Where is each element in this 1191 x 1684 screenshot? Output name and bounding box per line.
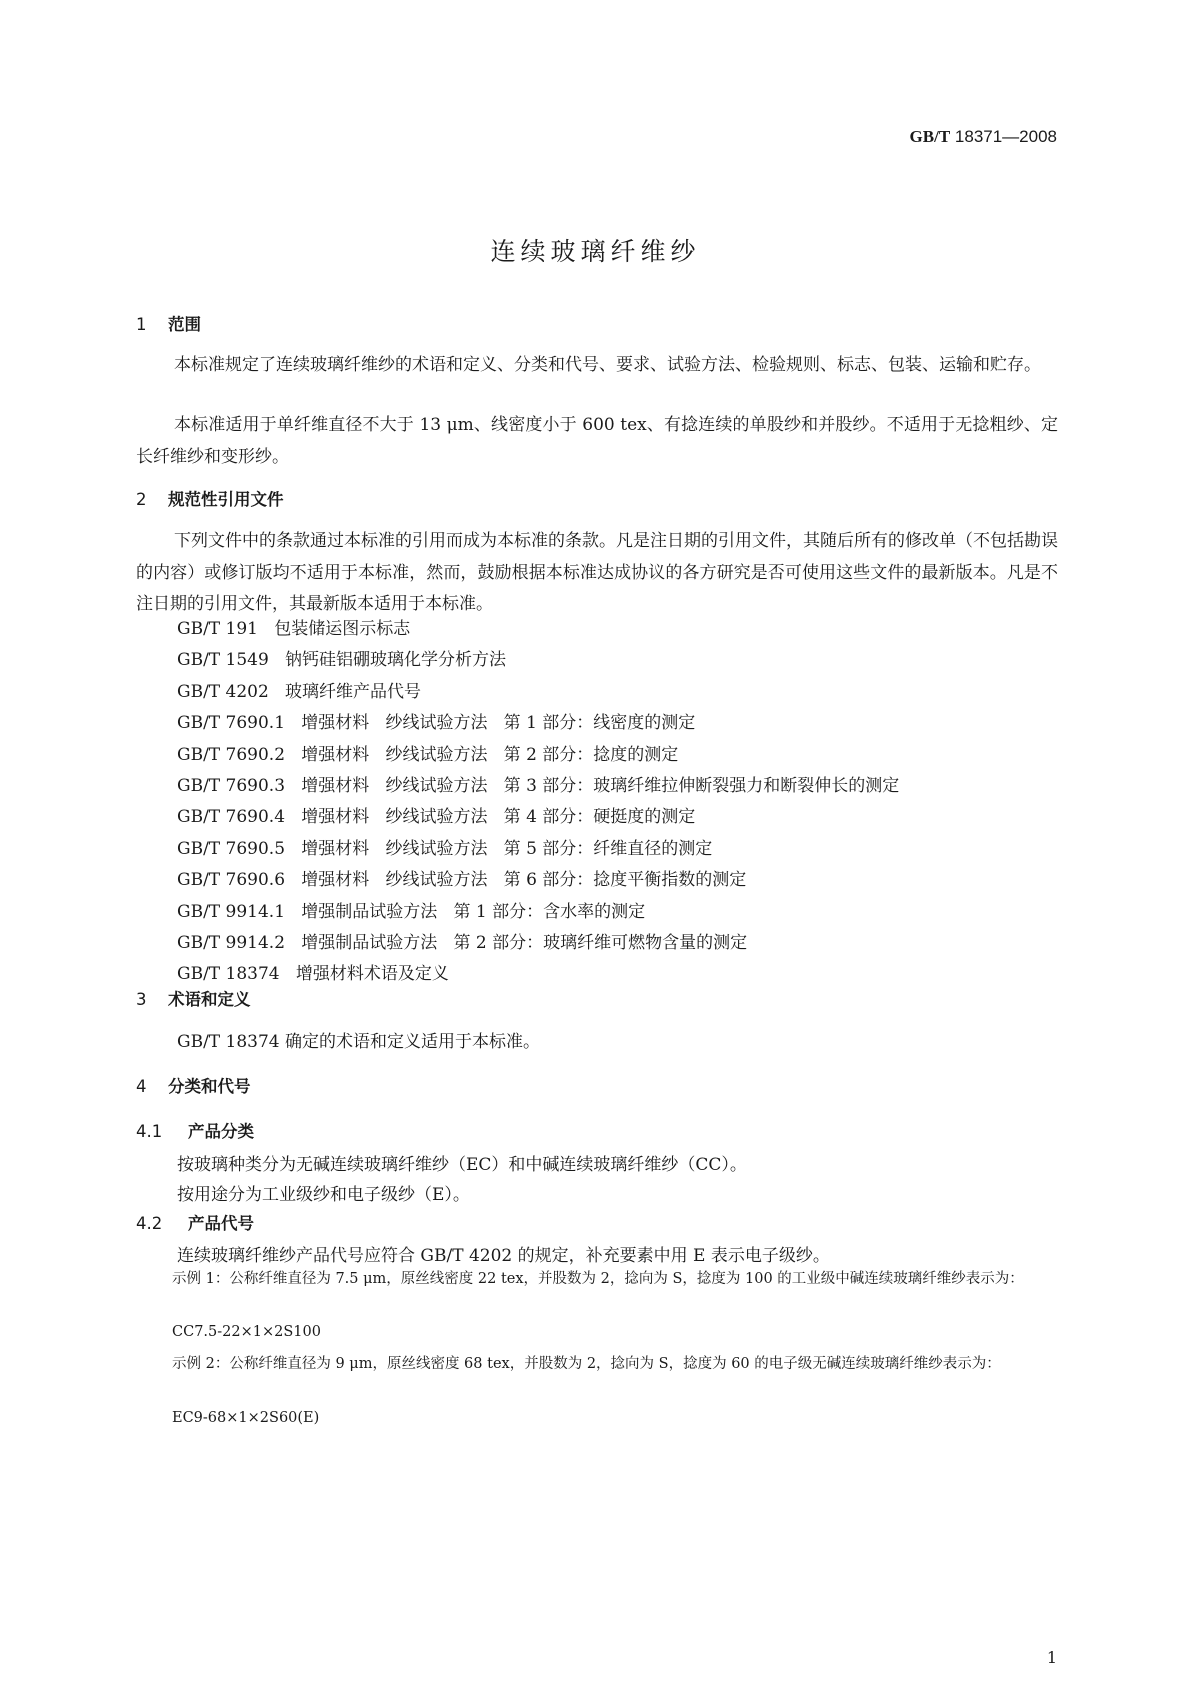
example-2-code: EC9-68×1×2S60(E) <box>172 1410 320 1426</box>
section-number: 1 <box>136 315 147 334</box>
section-number: 4 <box>136 1077 147 1096</box>
classification-line-1: 按玻璃种类分为无碱连续玻璃纤维纱（EC）和中碱连续玻璃纤维纱（CC）。 <box>177 1155 747 1175</box>
reference-item: GB/T 1549 钠钙硅铝硼玻璃化学分析方法 <box>177 650 507 671</box>
standard-code <box>910 127 1057 147</box>
reference-item: GB/T 7690.2 增强材料 纱线试验方法 第 2 部分：捻度的测定 <box>177 744 679 765</box>
example-2: 示例 2：公称纤维直径为 9 μm，原丝线密度 68 tex，并股数为 2，捻向为 S，捻度为 60 的电子级无碱连续玻璃纤维纱表示为： <box>172 1356 1001 1372</box>
reference-item: GB/T 191 包装储运图示标志 <box>177 619 411 639</box>
example-1-code: CC7.5-22×1×2S100 <box>172 1324 321 1340</box>
reference-item: GB/T 7690.5 增强材料 纱线试验方法 第 5 部分：纤维直径的测定 <box>177 838 713 859</box>
reference-item: GB/T 9914.1 增强制品试验方法 第 1 部分：含水率的测定 <box>177 901 646 922</box>
reference-item: GB/T 7690.1 增强材料 纱线试验方法 第 1 部分：线密度的测定 <box>177 713 696 734</box>
classification-line-2: 按用途分为工业级纱和电子级纱（E）。 <box>177 1185 470 1205</box>
section-title: 分类和代号 <box>168 1077 251 1096</box>
reference-item: GB/T 7690.3 增强材料 纱线试验方法 第 3 部分：玻璃纤维拉伸断裂强力和断裂伸长的测定 <box>177 775 900 796</box>
subsection-number: 4.2 <box>136 1214 163 1233</box>
reference-item: GB/T 7690.4 增强材料 纱线试验方法 第 4 部分：硬挺度的测定 <box>177 807 696 828</box>
section-4-heading <box>136 1073 251 1097</box>
references-intro: 下列文件中的条款通过本标准的引用而成为本标准的条款。凡是注日期的引用文件，其随后所有的修改单（不包括勘误的内容）或修订版均不适用于本标准，然而，鼓励根据本标准达成协议的各方研究是否可使用这些文件的最新版本。凡是不注日期的引用文件，其最新版本适用于本标准。 <box>136 531 1058 614</box>
subsection-title: 产品分类 <box>188 1122 254 1141</box>
subsection-title: 产品代号 <box>188 1214 254 1233</box>
section-number: 2 <box>136 490 147 509</box>
subsection-4-1-heading <box>136 1118 254 1142</box>
section-title: 术语和定义 <box>168 990 251 1009</box>
section-number: 3 <box>136 990 147 1009</box>
section-3-heading <box>136 986 251 1010</box>
reference-item: GB/T 9914.2 增强制品试验方法 第 2 部分：玻璃纤维可燃物含量的测定 <box>177 932 748 953</box>
subsection-number: 4.1 <box>136 1122 163 1141</box>
page-number: 1 <box>1046 1648 1057 1667</box>
reference-item: GB/T 18374 增强材料术语及定义 <box>177 964 449 985</box>
scope-paragraph-1: 本标准规定了连续玻璃纤维纱的术语和定义、分类和代号、要求、试验方法、检验规则、标志、包装、运输和贮存。 <box>174 355 1041 375</box>
section-2-heading <box>136 486 284 510</box>
standard-code-prefix: GB/T <box>909 127 951 146</box>
document-title: 连续玻璃纤维纱 <box>490 237 701 266</box>
reference-item: GB/T 7690.6 增强材料 纱线试验方法 第 6 部分：捻度平衡指数的测定 <box>177 870 747 891</box>
product-code-paragraph: 连续玻璃纤维纱产品代号应符合 GB/T 4202 的规定，补充要素中用 E 表示电子级纱。 <box>177 1246 830 1266</box>
reference-list <box>177 614 899 991</box>
example-1: 示例 1：公称纤维直径为 7.5 μm，原丝线密度 22 tex，并股数为 2，捻向为 S，捻度为 100 的工业级中碱连续玻璃纤维纱表示为： <box>172 1271 1024 1287</box>
scope-paragraph-2: 本标准适用于单纤维直径不大于 13 μm、线密度小于 600 tex、有捻连续的单股纱和并股纱。不适用于无捻粗纱、定长纤维纱和变形纱。 <box>136 415 1058 467</box>
terms-paragraph: GB/T 18374 确定的术语和定义适用于本标准。 <box>177 1032 541 1052</box>
section-title: 范围 <box>168 315 201 334</box>
reference-item: GB/T 4202 玻璃纤维产品代号 <box>177 681 422 702</box>
section-1-heading <box>136 311 201 335</box>
standard-code-number: 18371—2008 <box>954 127 1057 146</box>
subsection-4-2-heading <box>136 1210 254 1234</box>
section-title: 规范性引用文件 <box>168 490 284 509</box>
